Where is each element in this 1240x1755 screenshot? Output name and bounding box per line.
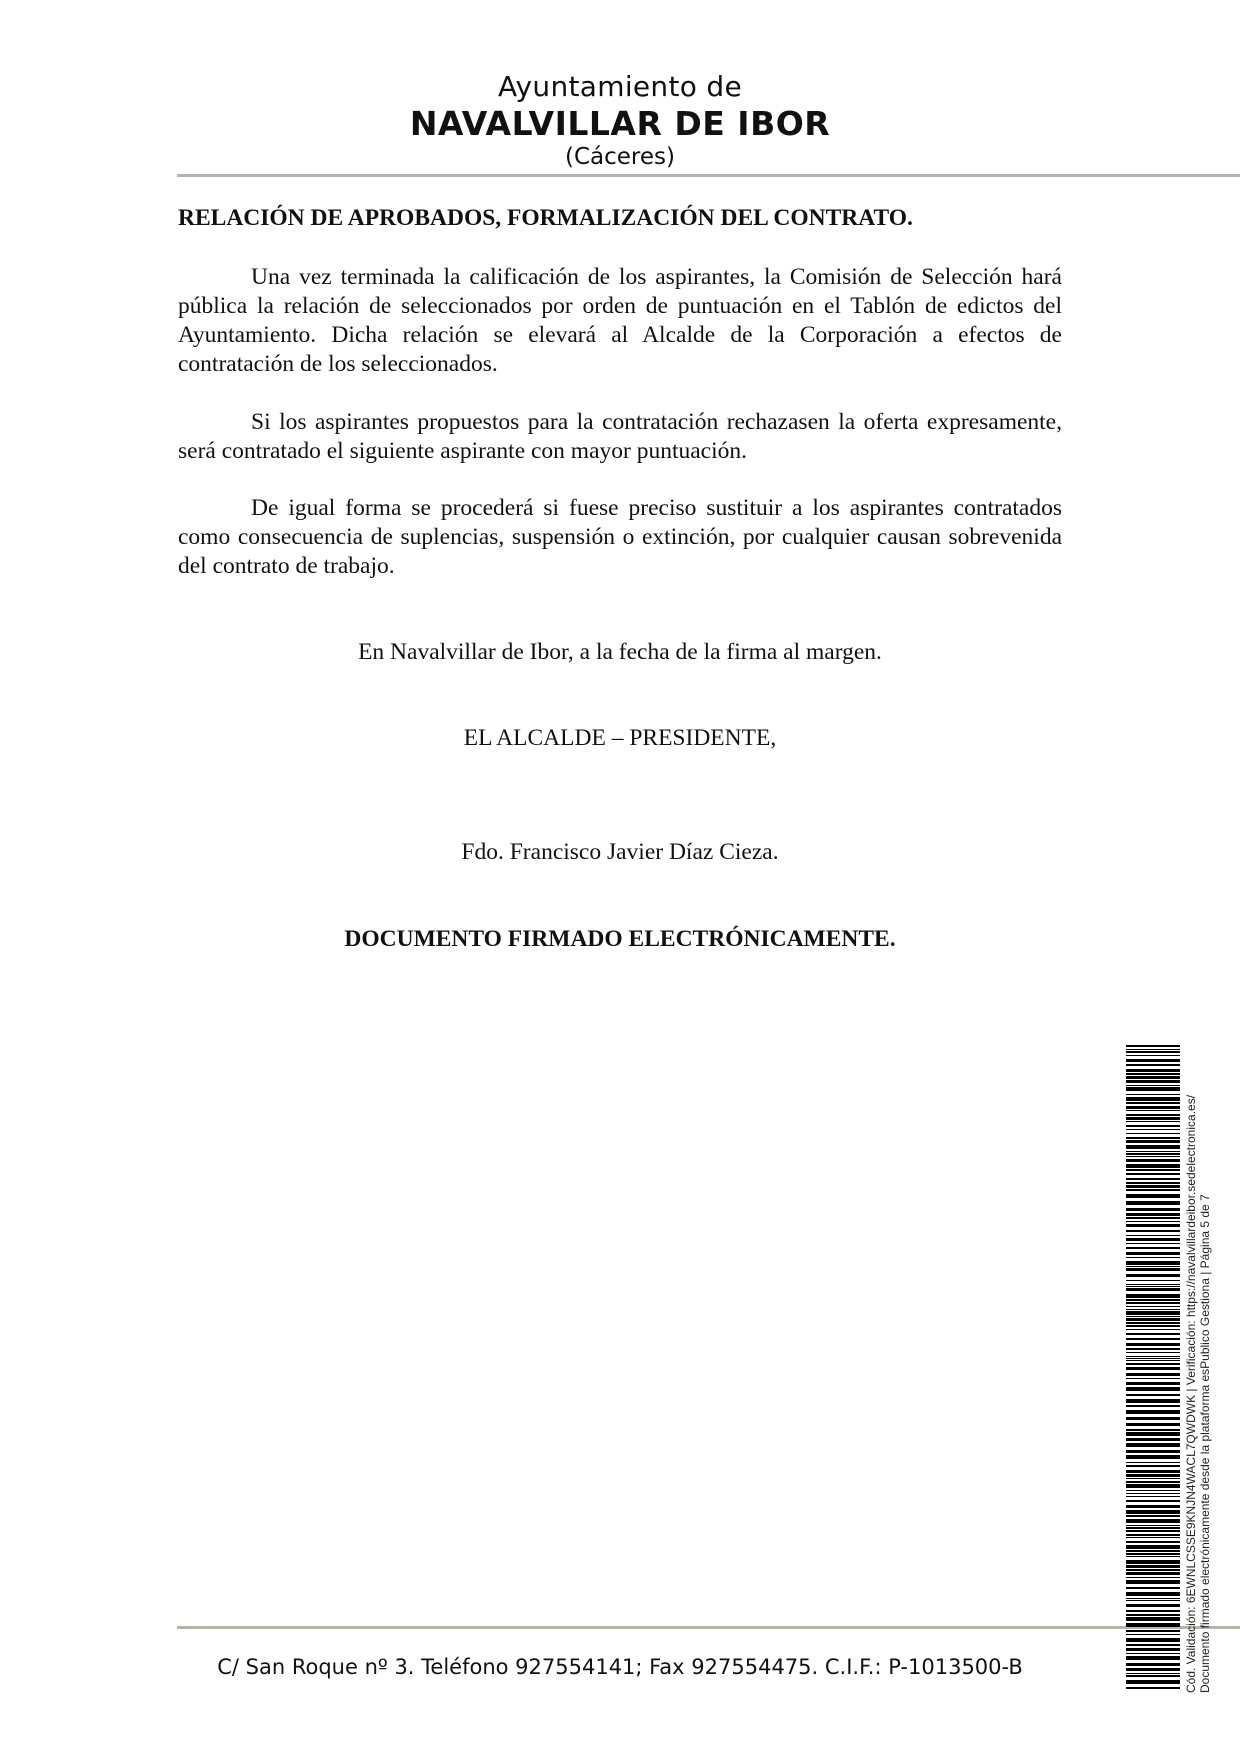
signer-role: EL ALCALDE – PRESIDENTE, xyxy=(463,725,777,751)
signed-notice: DOCUMENTO FIRMADO ELECTRÓNICAMENTE. xyxy=(344,926,896,952)
verification-line-1: Cód. Validación: 6EWNLCSSE9KNJN4WACL7QWDWK | Verificación: https://navalvillardeibor.sedelectronica.es/ xyxy=(1184,1094,1198,1693)
verification-text xyxy=(1184,1045,1212,1693)
footer-divider xyxy=(177,1626,1240,1629)
signer-name: Fdo. Francisco Javier Díaz Cieza. xyxy=(461,839,779,865)
paragraph-1: Una vez terminada la calificación de los aspirantes, la Comisión de Selección hará pública la relación de seleccionados por orden de puntuación en el Tablón de edictos del Ayuntamiento. Dicha relación se elevará al Alcalde de la Corporación a efectos de contratación de los seleccionados. xyxy=(178,264,1062,377)
paragraph-3: De igual forma se procederá si fuese preciso sustituir a los aspirantes contratados como consecuencia de suplencias, suspensión o extinción, por cualquier causan sobrevenida del contrato de trabajo. xyxy=(178,495,1062,579)
verification-barcode xyxy=(1126,1045,1180,1693)
header-divider xyxy=(177,174,1240,177)
header-municipality: NAVALVILLAR DE IBOR xyxy=(409,104,831,143)
paragraph-2: Si los aspirantes propuestos para la contratación rechazasen la oferta expresamente, será contratado el siguiente aspirante con mayor puntuación. xyxy=(178,409,1062,464)
footer-address: C/ San Roque nº 3. Teléfono 927554141; Fax 927554475. C.I.F.: P-1013500-B xyxy=(217,1655,1023,1679)
header-ayuntamiento: Ayuntamiento de xyxy=(498,70,742,103)
place-date: En Navalvillar de Ibor, a la fecha de la firma al margen. xyxy=(358,639,882,665)
verification-line-2: Documento firmado electrónicamente desde la plataforma esPublico Gestiona | Página 5 de 7 xyxy=(1198,1194,1212,1693)
section-title: RELACIÓN DE APROBADOS, FORMALIZACIÓN DEL CONTRATO. xyxy=(178,205,913,231)
header-province: (Cáceres) xyxy=(565,144,675,170)
